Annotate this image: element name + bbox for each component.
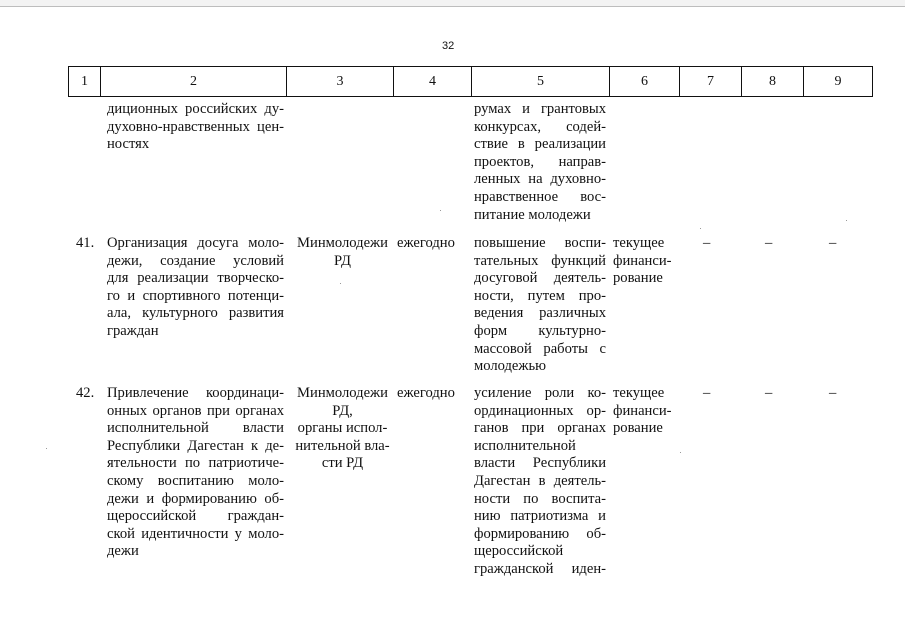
text-line: нию патриотизма и	[474, 508, 606, 525]
scan-edge	[0, 0, 905, 7]
text-line: ведения различных	[474, 305, 606, 322]
row-41-funding	[613, 235, 679, 288]
text-line: Минмолодежи	[297, 235, 388, 251]
text-line: нравственное вос-	[474, 188, 606, 205]
text-line: финанси-	[613, 402, 672, 419]
text-line: ствие в реализации	[474, 136, 606, 153]
text-line: для реализации творческо-	[107, 270, 284, 287]
text-line: го и спортивного потенци-	[107, 287, 284, 304]
text-line: Привлечение координаци-	[107, 385, 284, 401]
text-line: ала, культурного развития	[107, 305, 284, 322]
header-col-2: 2	[101, 67, 287, 97]
text-line: скому воспитанию моло-	[107, 472, 284, 489]
text-line: РД	[334, 252, 351, 269]
text-line: исполнительной	[474, 437, 576, 454]
scan-speck	[340, 283, 341, 284]
header-col-8: 8	[742, 67, 804, 97]
row-41-executor	[289, 235, 396, 270]
text-line: диционных российских ду-	[107, 101, 284, 117]
row-41-result	[474, 235, 606, 376]
scan-speck	[680, 452, 681, 453]
text-line: рование	[613, 270, 663, 287]
text-line: ленных на духовно-	[474, 171, 606, 188]
text-line: ской идентичности у моло-	[107, 525, 284, 542]
text-line: онных органов при органах	[107, 402, 284, 419]
text-line: духовно-нравственных цен-	[107, 118, 284, 135]
text-line: рование	[613, 420, 663, 437]
text-line: повышение воспи-	[474, 235, 606, 251]
column-header-row	[68, 66, 873, 97]
row-42-col7: –	[703, 385, 711, 401]
header-col-5: 5	[472, 67, 610, 97]
continuation-col5	[474, 101, 606, 224]
row-41-col7: –	[703, 235, 711, 251]
text-line: досуговой деятель-	[474, 270, 606, 287]
text-line: дежи и формированию об-	[107, 490, 284, 507]
page-number: 32	[442, 40, 455, 52]
scan-speck	[700, 228, 701, 229]
text-line: Организация досуга моло-	[107, 235, 284, 251]
row-41-measure	[107, 235, 284, 341]
text-line: питание молодежи	[474, 206, 591, 223]
row-42-number: 42.	[76, 385, 95, 401]
continuation-col2	[107, 101, 284, 154]
header-col-7: 7	[680, 67, 742, 97]
text-line: Республики Дагестан к де-	[107, 437, 284, 454]
text-line: власти Республики	[474, 455, 606, 472]
header-col-9: 9	[804, 67, 873, 97]
text-line: органы испол-	[297, 420, 388, 437]
row-42-col9: –	[829, 385, 837, 401]
text-line: граждан	[107, 322, 159, 339]
row-42-funding	[613, 385, 679, 438]
row-42-col8: –	[765, 385, 773, 401]
text-line: ятельности по патриотиче-	[107, 455, 284, 472]
header-col-4: 4	[394, 67, 472, 97]
text-line: ординационных ор-	[474, 402, 606, 419]
text-line: сти РД	[321, 455, 364, 472]
text-line: ности, путем про-	[474, 287, 606, 304]
row-41-col8: –	[765, 235, 773, 251]
scan-speck	[440, 210, 441, 211]
text-line: ганов при органах	[474, 420, 606, 437]
row-41-number: 41.	[76, 235, 95, 251]
scan-speck	[846, 220, 847, 221]
text-line: исполнительной власти	[107, 420, 284, 437]
text-line: нительной вла-	[295, 437, 390, 454]
text-line: формированию об-	[474, 525, 606, 542]
text-line: Дагестан в деятель-	[474, 472, 606, 489]
text-line: ностях	[107, 136, 150, 153]
row-42-executor	[289, 385, 396, 473]
text-line: текущее	[613, 385, 665, 401]
text-line: финанси-	[613, 252, 672, 269]
text-line: конкурсах, содей-	[474, 118, 606, 135]
scan-speck	[46, 448, 47, 449]
text-line: форм культурно-	[474, 322, 606, 339]
text-line: гражданской иден-	[474, 560, 606, 577]
text-line: ности по воспита-	[474, 490, 606, 507]
row-42-result	[474, 385, 606, 579]
text-line: массовой работы с	[474, 340, 606, 357]
text-line: дежи	[107, 543, 139, 560]
header-col-6: 6	[610, 67, 680, 97]
text-line: текущее	[613, 235, 665, 251]
text-line: румах и грантовых	[474, 101, 606, 117]
text-line: дежи, создание условий	[107, 252, 284, 269]
text-line: проектов, направ-	[474, 153, 606, 170]
text-line: щероссийской	[474, 543, 564, 560]
text-line: усиление роли ко-	[474, 385, 606, 401]
text-line: Минмолодежи	[297, 385, 388, 401]
text-line: РД,	[332, 402, 353, 419]
row-41-period: ежегодно	[397, 235, 455, 251]
row-41-col9: –	[829, 235, 837, 251]
header-col-3: 3	[287, 67, 394, 97]
text-line: тательных функций	[474, 252, 606, 269]
header-col-1: 1	[69, 67, 101, 97]
row-42-period: ежегодно	[397, 385, 455, 401]
row-42-measure	[107, 385, 284, 561]
text-line: щероссийской граждан-	[107, 508, 284, 525]
text-line: молодежью	[474, 358, 547, 375]
